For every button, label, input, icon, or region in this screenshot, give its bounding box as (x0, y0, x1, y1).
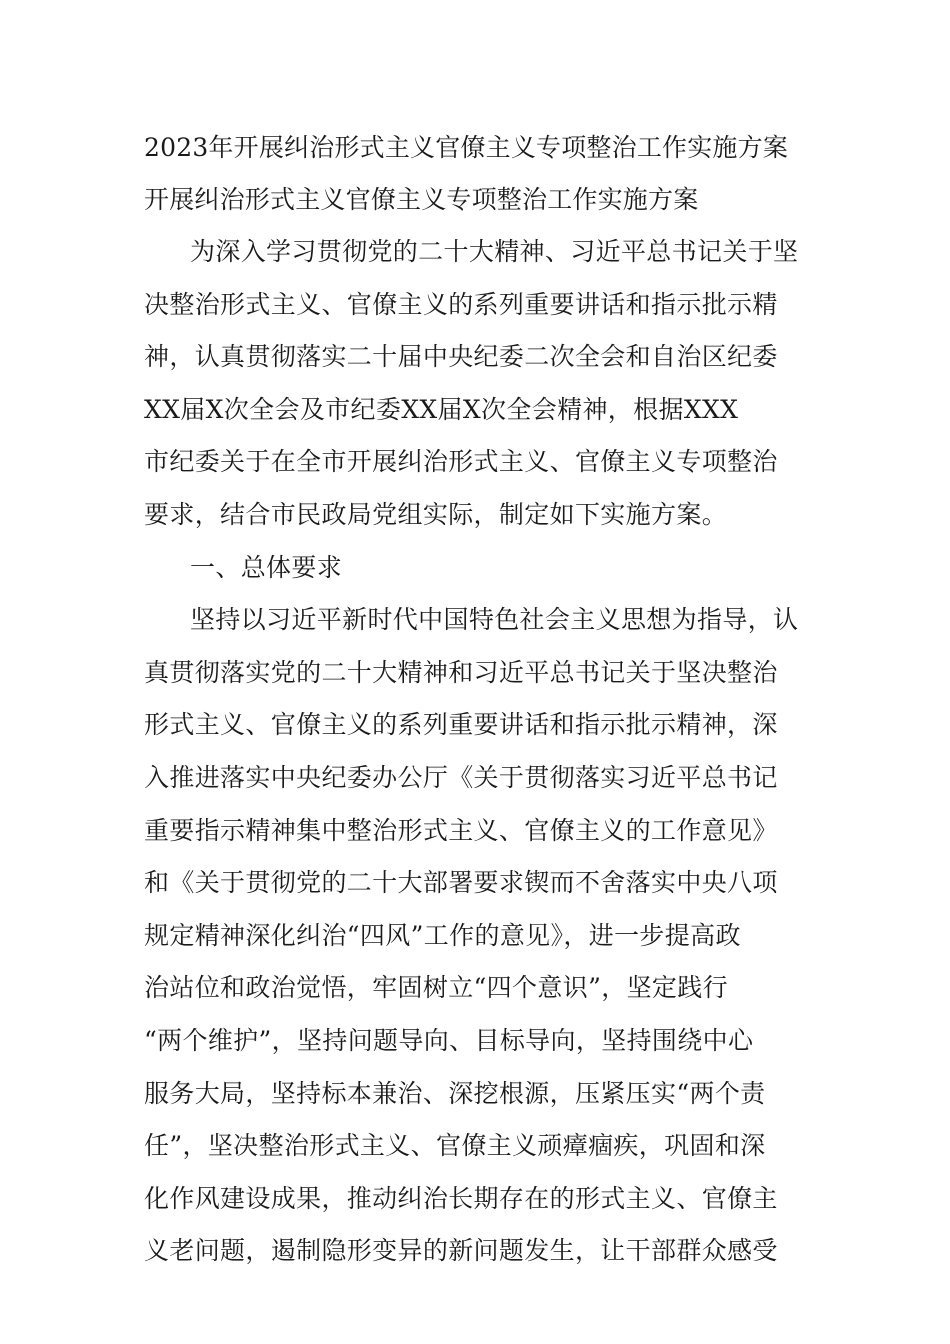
section-line: 治站位和政治觉悟，牢固树立“四个意识”，坚定践行 (144, 973, 728, 1003)
section-line: 入推进落实中央纪委办公厅《关于贯彻落实习近平总书记 (144, 762, 778, 792)
section-line: 和《关于贯彻党的二十大部署要求锲而不舍落实中央八项 (144, 868, 778, 898)
section-line: 化作风建设成果，推动纠治长期存在的形式主义、官僚主 (144, 1183, 778, 1213)
intro-line: 决整治形式主义、官僚主义的系列重要讲话和指示批示精 (144, 289, 778, 319)
section-line: “两个维护”，坚持问题导向、目标导向，坚持围绕中心 (144, 1025, 754, 1055)
section-line: 形式主义、官僚主义的系列重要讲话和指示批示精神，深 (144, 710, 778, 740)
section-line: 坚持以习近平新时代中国特色社会主义思想为指导，认 (190, 605, 799, 635)
section-line: 服务大局，坚持标本兼治、深挖根源，压紧压实“两个责 (144, 1078, 766, 1108)
section-heading: 一、总体要求 (190, 552, 343, 582)
intro-line: 神，认真贯彻落实二十届中央纪委二次全会和自治区纪委 (144, 342, 778, 372)
section-line: 规定精神深化纠治“四风”工作的意见》，进一步提高政 (144, 920, 741, 950)
intro-line: 市纪委关于在全市开展纠治形式主义、官僚主义专项整治 (144, 447, 778, 477)
section-line: 真贯彻落实党的二十大精神和习近平总书记关于坚决整治 (144, 657, 778, 687)
section-line: 重要指示精神集中整治形式主义、官僚主义的工作意见》 (144, 815, 778, 845)
document-title: 2023年开展纠治形式主义官僚主义专项整治工作实施方案 (144, 133, 789, 162)
intro-line: 要求，结合市民政局党组实际，制定如下实施方案。 (144, 499, 728, 529)
section-line: 义老问题，遏制隐形变异的新问题发生，让干部群众感受 (144, 1236, 778, 1266)
document-subtitle: 开展纠治形式主义官僚主义专项整治工作实施方案 (144, 185, 699, 214)
section-line: 任”，坚决整治形式主义、官僚主义顽瘴痼疾，巩固和深 (144, 1131, 766, 1161)
document-content (144, 122, 808, 1278)
intro-line: 为深入学习贯彻党的二十大精神、习近平总书记关于坚 (190, 237, 799, 266)
intro-line: XX届X次全会及市纪委XX届X次全会精神，根据XXX (144, 394, 739, 424)
